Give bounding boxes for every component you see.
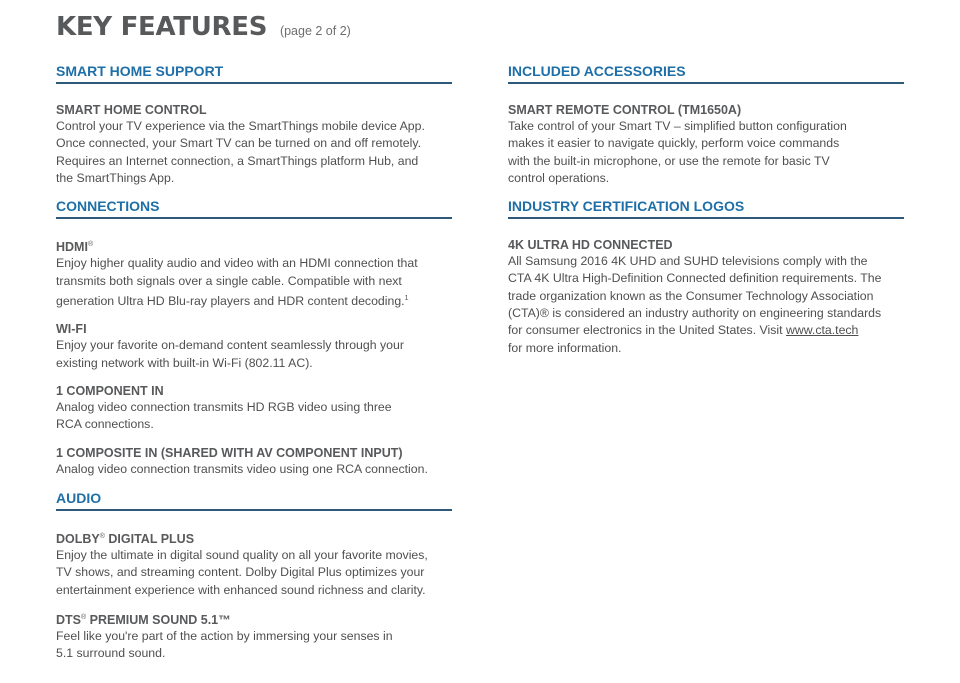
feature-title-text: HDMI bbox=[56, 240, 88, 255]
feature-title-text: DIGITAL PLUS bbox=[104, 531, 195, 546]
registered-mark: ® bbox=[87, 241, 94, 249]
footnote-mark: 1 bbox=[404, 294, 409, 302]
feature-smart-home-control bbox=[56, 102, 452, 187]
description-line: Analog video connection transmits HD RGB video using three bbox=[56, 399, 392, 414]
feature-description bbox=[56, 461, 452, 478]
feature-description bbox=[56, 255, 452, 310]
feature-hdmi bbox=[56, 237, 452, 310]
feature-title bbox=[56, 529, 452, 547]
feature-component-in bbox=[56, 383, 452, 434]
description-line: Analog video connection transmits video using one RCA connection. bbox=[56, 461, 428, 476]
feature-composite-in bbox=[56, 445, 452, 478]
section-included-accessories bbox=[508, 63, 904, 187]
feature-title-text: DOLBY bbox=[56, 531, 100, 546]
feature-title: SMART REMOTE CONTROL (TM1650A) bbox=[508, 103, 742, 117]
registered-mark: ® bbox=[81, 613, 87, 621]
description-line: RCA connections. bbox=[56, 417, 154, 432]
feature-title: 1 COMPOSITE IN (SHARED WITH AV COMPONENT INPUT) bbox=[56, 445, 403, 460]
feature-title: WI-FI bbox=[56, 322, 87, 337]
description-line: TV shows, and streaming content. Dolby Digital Plus optimizes your bbox=[56, 565, 425, 580]
registered-mark: ® bbox=[99, 532, 105, 540]
section-header-audio: AUDIO bbox=[56, 490, 452, 511]
section-smart-home-support bbox=[56, 63, 452, 187]
feature-title: 1 COMPONENT IN bbox=[56, 383, 164, 398]
description-line: control operations. bbox=[508, 170, 610, 185]
description-line: existing network with built-in Wi-Fi (802.11 AC). bbox=[56, 355, 313, 370]
section-header-included-accessories: INCLUDED ACCESSORIES bbox=[508, 63, 904, 84]
page-title-text: KEY FEATURES bbox=[56, 12, 268, 42]
section-header-connections: CONNECTIONS bbox=[56, 198, 452, 219]
page-indicator: (page 2 of 2) bbox=[279, 24, 351, 38]
description-line: All Samsung 2016 4K UHD and SUHD televisions comply with the bbox=[508, 254, 868, 269]
description-line: with the built-in microphone, or use the remote for basic TV bbox=[508, 153, 830, 168]
feature-4k-ultra-hd-connected bbox=[508, 237, 904, 357]
description-line: Take control of your Smart TV – simplified button configuration bbox=[508, 119, 847, 133]
feature-title bbox=[56, 610, 452, 628]
section-header-industry-certification-logos: INDUSTRY CERTIFICATION LOGOS bbox=[508, 198, 904, 219]
feature-title: SMART HOME CONTROL bbox=[56, 103, 207, 117]
feature-wifi bbox=[56, 321, 452, 372]
description-line: entertainment experience with enhanced sound richness and clarity. bbox=[56, 582, 426, 597]
description-line: Enjoy the ultimate in digital sound quality on all your favorite movies, bbox=[56, 547, 428, 562]
feature-title-text: PREMIUM SOUND 5.1™ bbox=[86, 613, 231, 628]
description-line: makes it easier to navigate quickly, perform voice commands bbox=[508, 136, 840, 151]
feature-description bbox=[508, 118, 904, 187]
description-line: for more information. bbox=[508, 340, 622, 355]
section-audio bbox=[56, 490, 452, 663]
description-line: for consumer electronics in the United States. Visit bbox=[508, 323, 786, 338]
feature-description bbox=[56, 118, 452, 187]
feature-title-text: DTS bbox=[56, 613, 81, 628]
description-line: 5.1 surround sound. bbox=[56, 646, 166, 661]
description-line: Enjoy your favorite on-demand content seamlessly through your bbox=[56, 338, 404, 353]
page-title bbox=[56, 12, 351, 42]
feature-dts-premium-sound bbox=[56, 610, 452, 663]
feature-smart-remote-control bbox=[508, 102, 904, 187]
feature-description bbox=[56, 547, 452, 599]
feature-title: 4K ULTRA HD CONNECTED bbox=[508, 238, 673, 253]
description-line: Control your TV experience via the SmartThings mobile device App. bbox=[56, 119, 425, 133]
description-line: Feel like you're part of the action by immersing your senses in bbox=[56, 629, 393, 644]
section-header-smart-home-support: SMART HOME SUPPORT bbox=[56, 63, 452, 84]
feature-description bbox=[56, 628, 452, 663]
left-column bbox=[56, 63, 452, 674]
feature-title bbox=[56, 237, 452, 255]
feature-description bbox=[508, 253, 904, 357]
feature-description bbox=[56, 337, 452, 372]
section-connections bbox=[56, 198, 452, 478]
description-line: trade organization known as the Consumer Technology Association bbox=[508, 288, 874, 303]
right-column bbox=[508, 63, 904, 368]
description-line: generation Ultra HD Blu-ray players and HDR content decoding. bbox=[56, 294, 405, 309]
description-line: Once connected, your Smart TV can be turned on and off remotely. bbox=[56, 136, 422, 151]
description-line: CTA 4K Ultra High-Definition Connected definition requirements. The bbox=[508, 271, 882, 286]
feature-dolby-digital-plus bbox=[56, 529, 452, 599]
description-line: transmits both signals over a single cable. Compatible with next bbox=[56, 273, 402, 288]
description-line: (CTA)® is considered an industry authority on engineering standards bbox=[508, 306, 882, 321]
description-line: Requires an Internet connection, a SmartThings platform Hub, and bbox=[56, 153, 419, 168]
description-line: the SmartThings App. bbox=[56, 170, 175, 185]
section-industry-certification-logos bbox=[508, 198, 904, 357]
description-line: Enjoy higher quality audio and video with an HDMI connection that bbox=[56, 256, 418, 271]
cta-website-link[interactable]: www.cta.tech bbox=[785, 323, 859, 338]
feature-description bbox=[56, 399, 452, 434]
